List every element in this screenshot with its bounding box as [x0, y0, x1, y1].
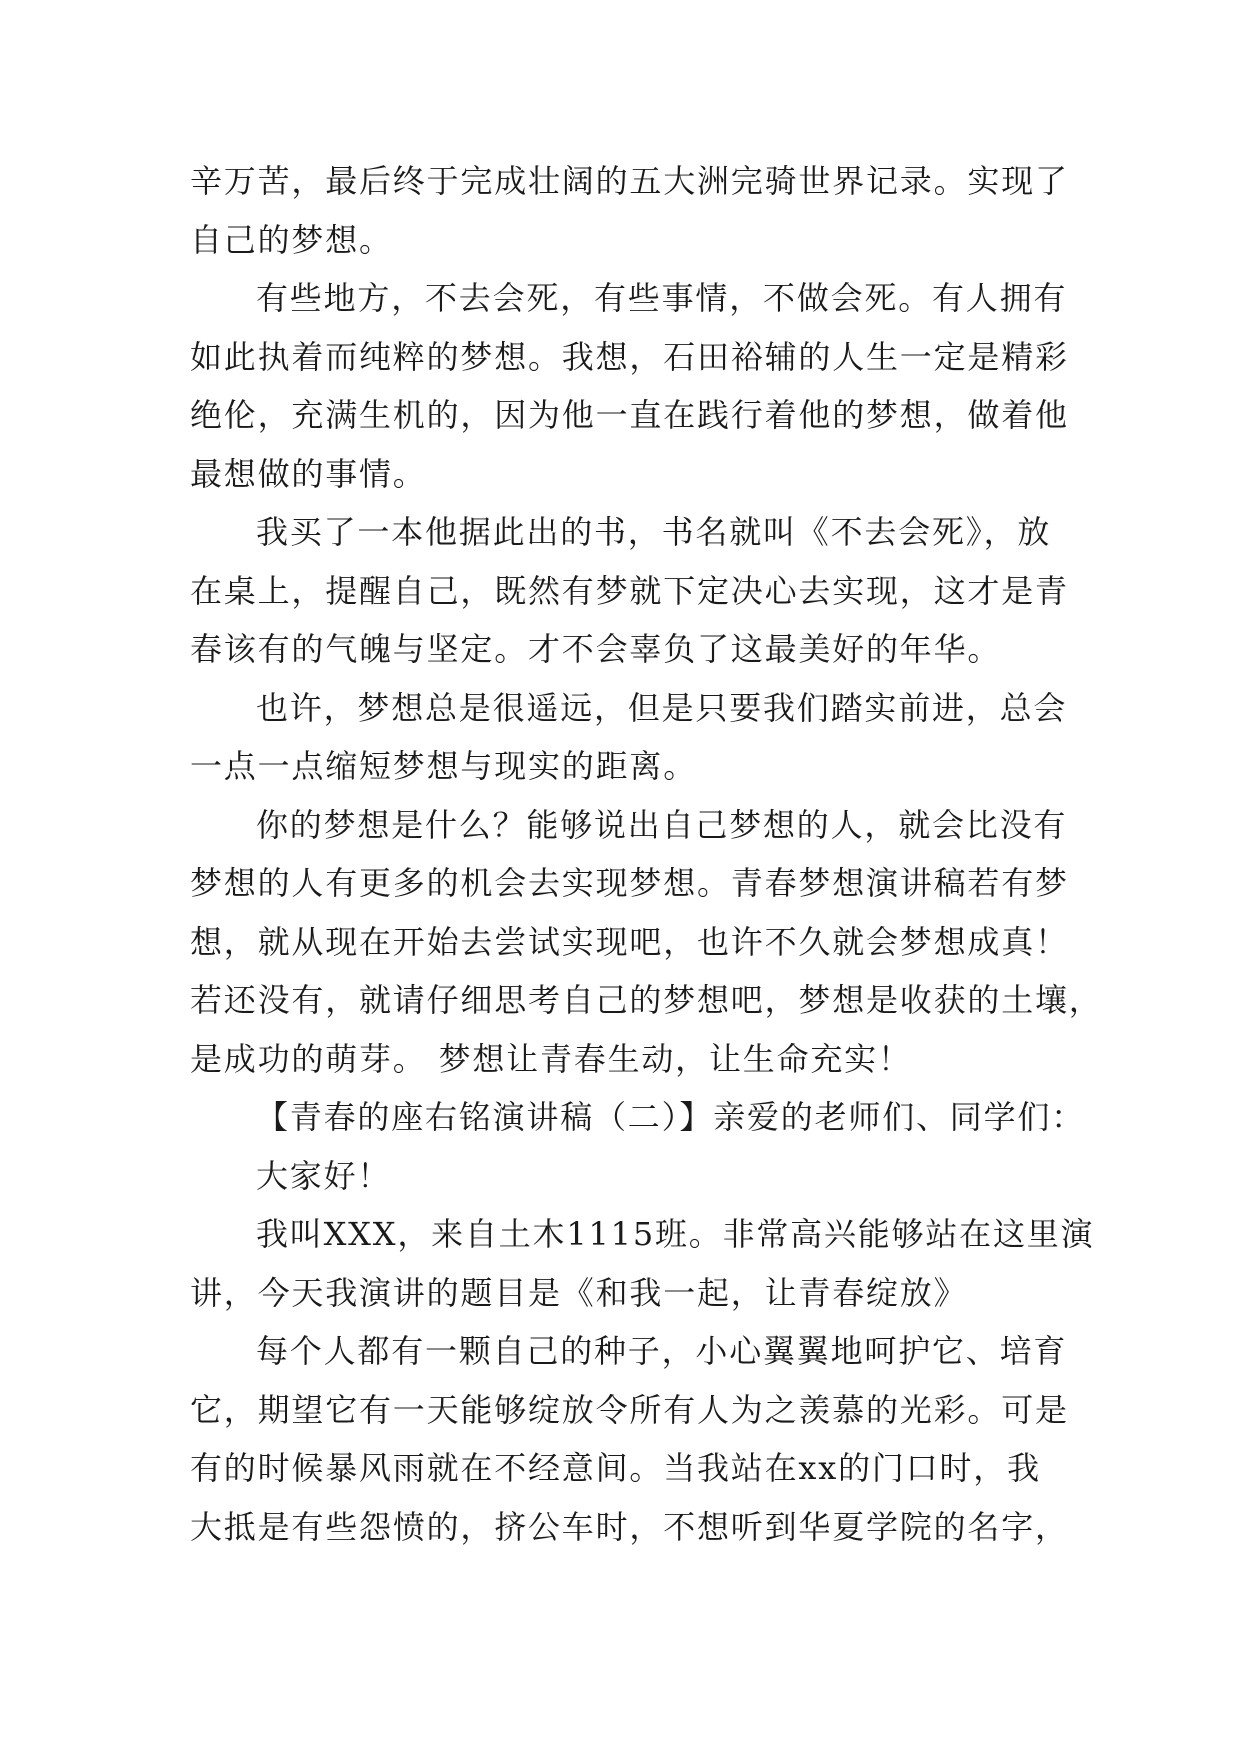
text-line: 我叫XXX，来自土木1115班。非常高兴能够站在这里演 [256, 1215, 1095, 1253]
text-line: 大抵是有些怨愤的，挤公车时，不想听到华夏学院的名字， [190, 1507, 1069, 1546]
text-line: 春该有的气魄与坚定。才不会辜负了这最美好的年华。 [190, 630, 1002, 668]
text-line: 也许，梦想总是很遥远，但是只要我们踏实前进，总会 [256, 688, 1068, 727]
text-line: 是成功的萌芽。 梦想让青春生动，让生命充实！ [190, 1039, 912, 1078]
text-line: 一点一点缩短梦想与现实的距离。 [190, 747, 698, 785]
text-line: 有的时候暴风雨就在不经意间。当我站在xx的门口时，我 [190, 1449, 1041, 1487]
text-line: 若还没有，就请仔细思考自己的梦想吧，梦想是收获的土壤， [190, 981, 1103, 1019]
text-line: 自己的梦想。 [190, 220, 393, 259]
text-line: 如此执着而纯粹的梦想。我想，石田裕辅的人生一定是精彩 [190, 337, 1069, 376]
text-line: 它，期望它有一天能够绽放令所有人为之羡慕的光彩。可是 [190, 1390, 1069, 1429]
text-line: 我买了一本他据此出的书，书名就叫《不去会死》，放 [256, 513, 1052, 551]
text-line: 大家好！ [256, 1156, 392, 1195]
text-line: 你的梦想是什么？能够说出自己梦想的人，就会比没有 [256, 805, 1068, 844]
section-heading: 【青春的座右铭演讲稿（二）】亲爱的老师们、同学们： [256, 1098, 1086, 1136]
text-line: 在桌上，提醒自己，既然有梦就下定决心去实现，这才是青 [190, 571, 1069, 610]
text-line: 有些地方，不去会死，有些事情，不做会死。有人拥有 [256, 279, 1068, 317]
text-line: 梦想的人有更多的机会去实现梦想。青春梦想演讲稿若有梦 [190, 864, 1069, 902]
text-line: 讲，今天我演讲的题目是《和我一起，让青春绽放》 [190, 1273, 968, 1312]
text-line: 绝伦，充满生机的，因为他一直在践行着他的梦想，做着他 [190, 396, 1069, 434]
text-line: 每个人都有一颗自己的种子，小心翼翼地呵护它、培育 [256, 1332, 1068, 1370]
text-line: 辛万苦，最后终于完成壮阔的五大洲完骑世界记录。实现了 [190, 162, 1069, 200]
text-line: 想，就从现在开始去尝试实现吧，也许不久就会梦想成真！ [190, 922, 1069, 961]
document-body [190, 152, 1103, 1556]
text-line: 最想做的事情。 [190, 454, 427, 493]
